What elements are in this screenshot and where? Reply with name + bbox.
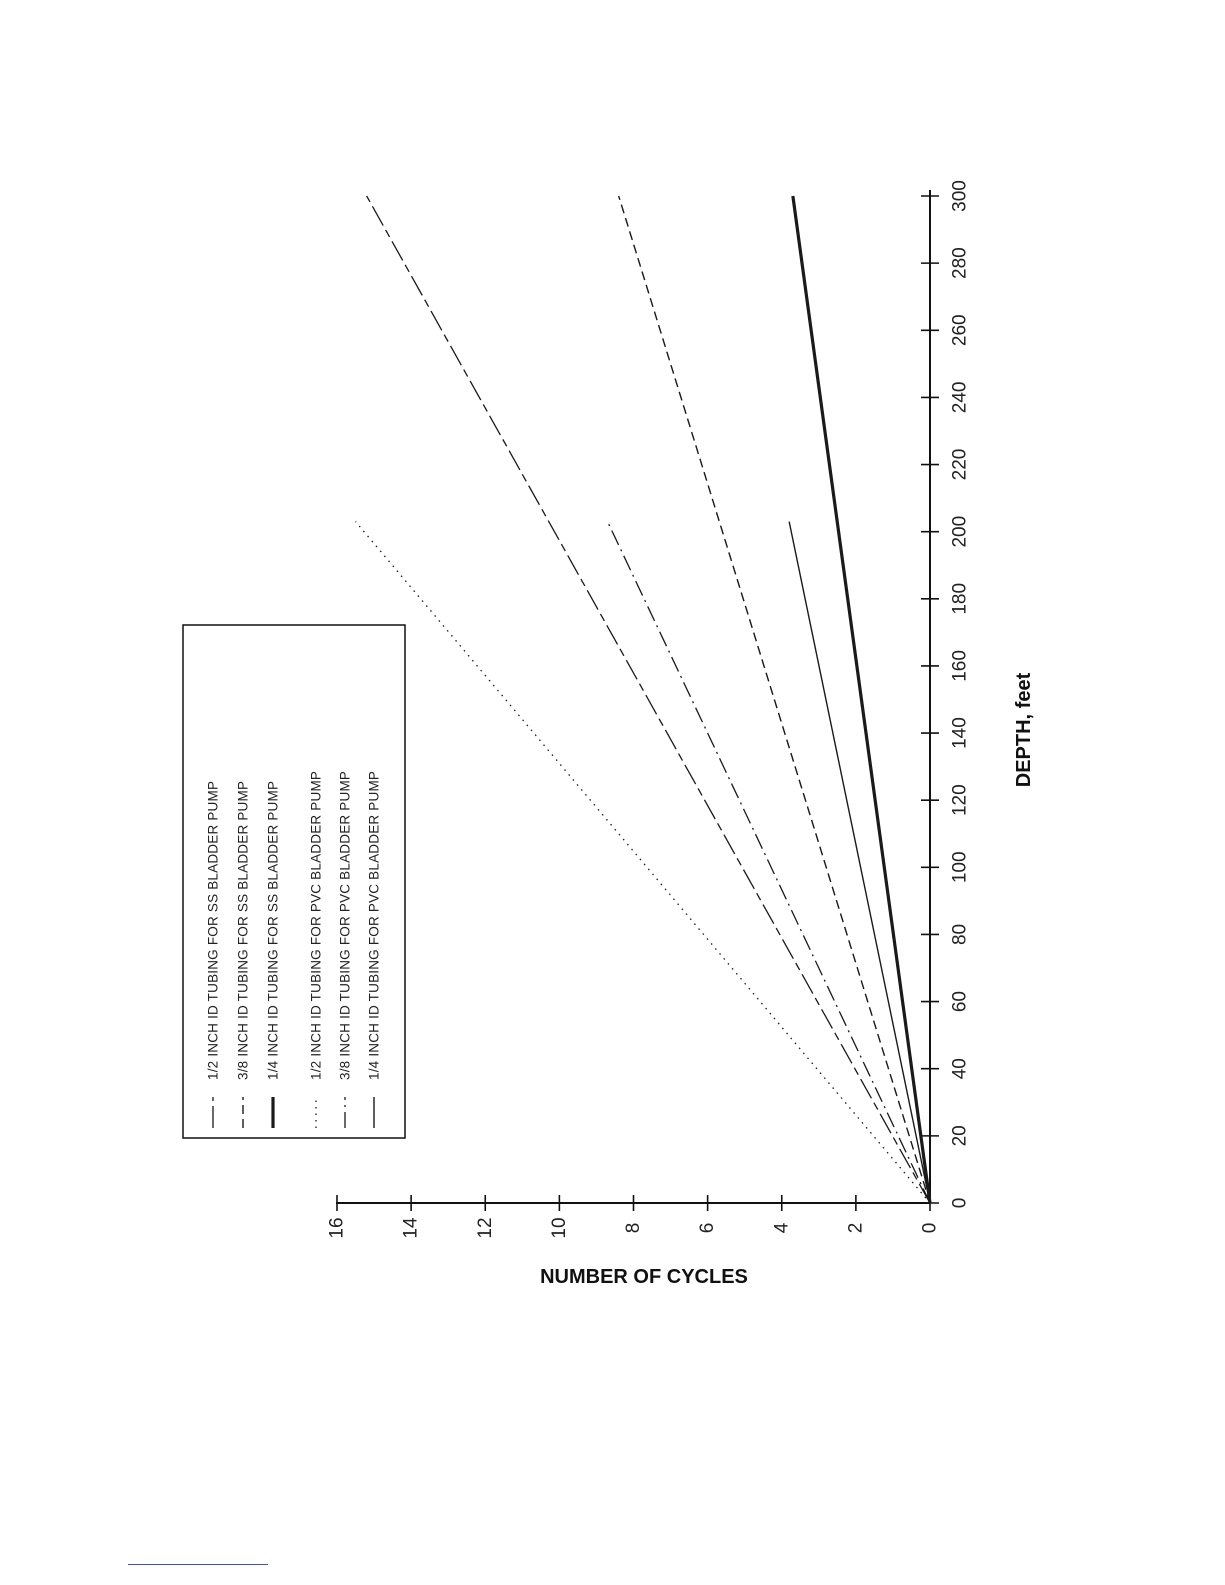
series-line-2: [619, 196, 930, 1203]
footer-link-underline[interactable]: [128, 1564, 268, 1565]
series-line-1: [367, 196, 930, 1203]
depth-tick-label: 160: [949, 650, 971, 682]
cycles-tick-label: 6: [697, 1222, 719, 1234]
depth-tick-label: 20: [949, 1125, 971, 1147]
cycles-tick-label: 10: [548, 1217, 570, 1239]
series-line-3: [793, 196, 930, 1203]
cycles-tick-label: 4: [771, 1222, 793, 1234]
cycles-tick-label: 0: [919, 1222, 941, 1234]
depth-tick-label: 220: [949, 448, 971, 481]
depth-axis-ticks: [921, 180, 971, 1208]
series-line-5: [608, 522, 930, 1203]
legend-label: 1/4 INCH ID TUBING FOR SS BLADDER PUMP: [265, 780, 281, 1080]
depth-tick-label: 60: [949, 991, 971, 1013]
cycles-tick-label: 8: [623, 1222, 644, 1234]
legend-label: 1/2 INCH ID TUBING FOR SS BLADDER PUMP: [205, 780, 221, 1080]
legend-label: 3/8 INCH ID TUBING FOR SS BLADDER PUMP: [235, 780, 251, 1080]
legend-label: 3/8 INCH ID TUBING FOR PVC BLADDER PUMP: [337, 770, 353, 1080]
series-line-4: [356, 522, 930, 1203]
depth-tick-label: 180: [949, 582, 971, 615]
cycles-tick-label: 16: [326, 1217, 348, 1239]
depth-tick-label: 80: [949, 923, 971, 946]
series-line-6: [789, 522, 930, 1203]
cycles-tick-label: 14: [400, 1217, 422, 1239]
depth-tick-label: 300: [949, 180, 971, 212]
depth-tick-label: 280: [949, 247, 971, 279]
axes: [336, 190, 930, 1203]
x-axis-title: DEPTH, feet: [1013, 672, 1035, 788]
cycles-tick-label: 12: [474, 1217, 496, 1239]
depth-tick-label: 200: [949, 515, 971, 548]
cycles-axis-ticks: [327, 1195, 941, 1239]
legend-label: 1/4 INCH ID TUBING FOR PVC BLADDER PUMP: [366, 770, 382, 1080]
depth-tick-label: 260: [949, 314, 971, 347]
depth-tick-label: 0: [949, 1197, 971, 1209]
legend: [183, 625, 405, 1138]
series-lines: [356, 196, 930, 1203]
depth-tick-label: 40: [949, 1058, 971, 1080]
depth-tick-label: 100: [949, 851, 971, 884]
cycles-tick-label: 2: [845, 1222, 867, 1234]
depth-tick-label: 240: [949, 381, 971, 414]
y-axis-title: NUMBER OF CYCLES: [540, 1266, 748, 1288]
depth-tick-label: 120: [949, 784, 971, 817]
depth-tick-label: 140: [949, 717, 971, 749]
legend-label: 1/2 INCH ID TUBING FOR PVC BLADDER PUMP: [308, 770, 324, 1080]
